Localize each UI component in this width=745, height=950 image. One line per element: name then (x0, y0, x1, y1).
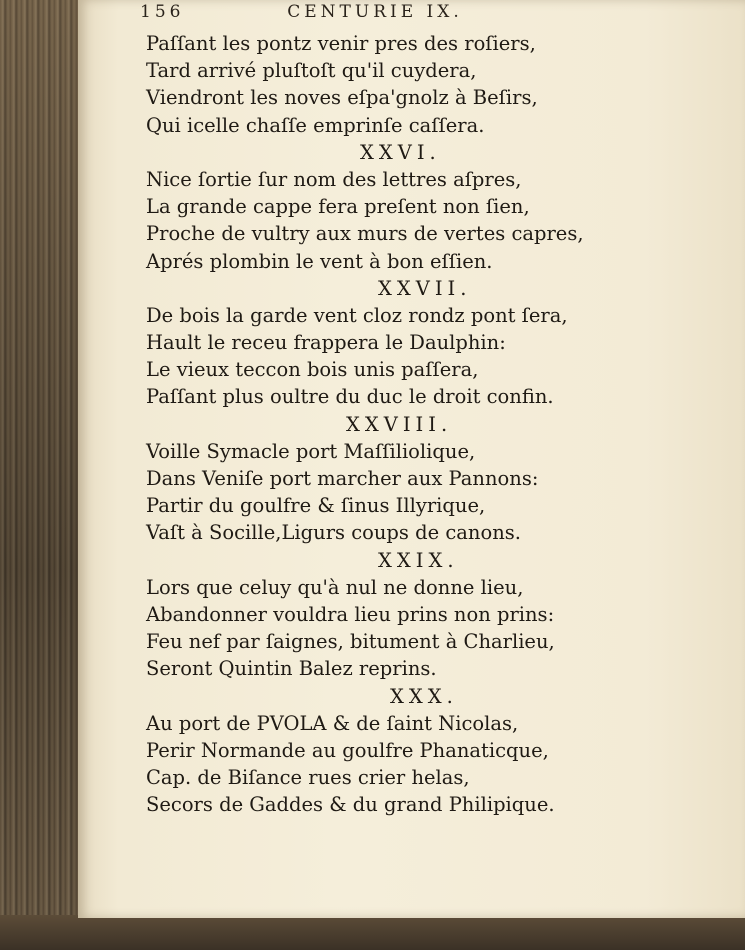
verse-line: Cap. de Biſance rues crier helas, (146, 766, 470, 790)
verse-line: De bois la garde vent cloz rondz pont ſera, (146, 303, 568, 327)
verse-line: Nice ſortie ſur nom des lettres aſpres, (146, 167, 522, 191)
verse-line: La grande cappe fera preſent non ſien, (146, 195, 530, 219)
verse-line: Aprés plombin le vent à bon eſſien. (146, 249, 493, 273)
verse-line: Tard arrivé pluſtoſt qu'il cuydera, (146, 59, 477, 83)
quatrain-numeral: XXIX. (378, 548, 459, 572)
quatrain (146, 30, 706, 139)
verse-line: Voille Symacle port Maſſiliolique, (146, 439, 476, 463)
verse-line: Lors que celuy qu'à nul ne donne lieu, (146, 575, 524, 599)
quatrain (146, 547, 706, 683)
book-bottom-edge (0, 915, 745, 950)
verse-line: Viendront les noves eſpa'gnolz à Beſirs, (146, 86, 538, 110)
verse-line: Partir du goulfre & ſinus Illyrique, (146, 494, 486, 518)
page-number: 156 (140, 2, 185, 22)
verse-line: Feu nef par ſaignes, bitument à Charlieu, (146, 630, 555, 654)
running-title: CENTURIE IX. (287, 2, 463, 22)
quatrain-numeral: XXVI. (360, 140, 441, 164)
verse-line: Perir Normande au goulfre Phanaticque, (146, 738, 549, 762)
verse-line: Paſſant plus oultre du duc le droit confin. (146, 385, 554, 409)
verse-line: Abandonner vouldra lieu prins non prins: (146, 602, 555, 626)
verse-line: Hault le receu frappera le Daulphin: (146, 331, 506, 355)
verse-line: Qui icelle chaſſe emprinſe caſſera. (146, 113, 485, 137)
verse-line: Secors de Gaddes & du grand Philipique. (146, 793, 555, 817)
verse-line: Seront Quintin Balez reprins. (146, 657, 437, 681)
verse-line: Le vieux teccon bois unis paſſera, (146, 358, 479, 382)
quatrain-numeral: XXVII. (378, 276, 472, 300)
quatrain (146, 275, 706, 411)
quatrain (146, 139, 706, 275)
verse-line: Au port de PVOLA & de ſaint Nicolas, (146, 711, 519, 735)
verse-line: Paſſant les pontz venir pres des roſiers, (146, 32, 536, 55)
quatrain-numeral: XXX. (390, 684, 458, 708)
page-header (140, 2, 660, 28)
verse-line: Proche de vultry aux murs de vertes capres, (146, 222, 584, 246)
quatrain-numeral: XXVIII. (346, 412, 453, 436)
quatrain-list (146, 30, 706, 818)
edge-shadow (0, 0, 88, 950)
quatrain (146, 683, 706, 819)
book-page (78, 0, 745, 918)
verse-line: Vaſt à Socille,Ligurs coups de canons. (146, 521, 521, 545)
verse-line: Dans Veniſe port marcher aux Pannons: (146, 467, 539, 490)
quatrain (146, 411, 706, 547)
